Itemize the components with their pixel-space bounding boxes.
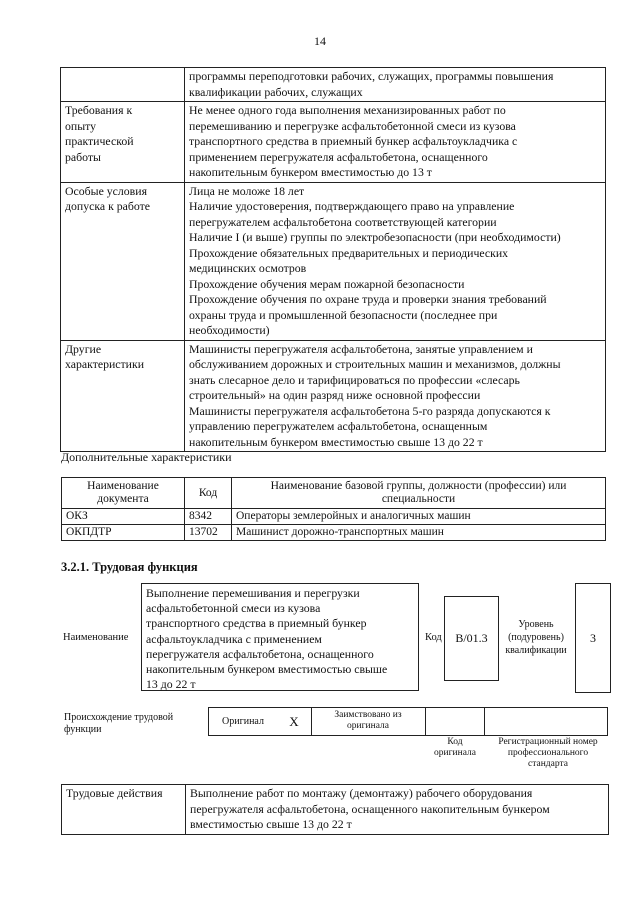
level-label	[500, 618, 572, 657]
text-line: перегружателя асфальтобетона, оснащенного накопительным бункером	[190, 801, 550, 816]
origin-label	[64, 712, 173, 736]
row-text	[185, 102, 606, 183]
label-line: характеристики	[65, 357, 145, 371]
actions-text	[186, 785, 609, 835]
header-document: Наименование документа	[62, 478, 185, 509]
text-line: Лица не моложе 18 лет	[189, 183, 305, 198]
text-line: асфальтобетонной смеси из кузова	[146, 601, 321, 616]
row-label	[61, 102, 185, 183]
row-label	[61, 340, 185, 452]
code-label: Код	[425, 632, 442, 643]
cell-document: ОКЗ	[62, 509, 185, 525]
text-line: Регистрационный номер	[498, 737, 598, 747]
additional-characteristics-title: Дополнительные характеристики	[61, 450, 232, 464]
labor-actions-table	[61, 784, 609, 835]
text-line: оригинала	[347, 721, 389, 731]
table-row	[61, 68, 606, 102]
text-line: квалификации рабочих, служащих	[189, 84, 363, 99]
text-line: 13 до 22 т	[146, 677, 196, 692]
table-row	[62, 509, 606, 525]
table-row	[61, 182, 606, 340]
text-line: перегружателем асфальтобетона соответствующей категории	[189, 214, 497, 229]
text-line: Наличие I (и выше) группы по электробезопасности (при необходимости)	[189, 230, 561, 244]
text-line: обслуживанием дорожных и строительных машин и механизмов, должны	[189, 357, 561, 371]
cell-group: Машинист дорожно-транспортных машин	[232, 525, 606, 541]
function-heading: 3.2.1. Трудовая функция	[61, 560, 198, 574]
label-line: Особые условия	[65, 183, 147, 198]
text-line: Прохождение обучения мерам пожарной безопасности	[189, 276, 465, 291]
text-line: профессионального	[507, 748, 589, 758]
text-line: Уровень	[518, 619, 554, 630]
text-line: накопительным бункером вместимостью свыше 13 до 22 т	[189, 434, 483, 449]
text-line: накопительным бункером вместимостью до 13 т	[189, 165, 432, 179]
text-line: перемешиванию и перегрузке асфальтобетонной смеси из кузова	[189, 118, 516, 133]
label-line: опыту	[65, 118, 97, 133]
function-name-box	[141, 583, 419, 691]
row-text	[185, 182, 606, 340]
text-line: охраны труда и промышленной безопасности (последнее при	[189, 307, 498, 322]
text-line: оригинала	[434, 748, 476, 758]
page-number: 14	[314, 34, 326, 48]
code-value: В/01.3	[444, 596, 499, 681]
table-row	[61, 102, 606, 183]
row-text	[185, 68, 606, 102]
text-line: Наличие удостоверения, подтверждающего право на управление	[189, 199, 515, 213]
text-line: транспортного средства в приемный бункер	[146, 616, 367, 631]
text-line: асфальтоукладчика с применением	[146, 631, 322, 646]
original-mark: X	[277, 708, 312, 735]
cell-group: Операторы землеройных и аналогичных машин	[232, 509, 606, 525]
text-line: Заимствовано из	[334, 710, 402, 720]
cell-code: 13702	[185, 525, 232, 541]
label-line: допуска к работе	[65, 199, 151, 213]
table-header-row	[62, 478, 606, 509]
text-line: Не менее одного года выполнения механизированных работ по	[189, 103, 506, 117]
row-label	[61, 68, 185, 102]
header-group: Наименование базовой группы, должности (профессии) или специальности	[232, 478, 606, 509]
requirements-table	[60, 67, 606, 452]
table-row	[61, 340, 606, 452]
text-line: Выполнение перемешивания и перегрузки	[146, 586, 360, 600]
label-line: практической	[65, 134, 134, 148]
text-line: вместимостью свыше 13 до 22 т	[190, 817, 352, 831]
text-line: перегружателя асфальтобетона, оснащенного	[146, 646, 374, 661]
text-line: Код	[447, 737, 463, 747]
text-line: управлению перегружателем асфальтобетона, оснащенным	[189, 419, 488, 433]
label-line: работы	[65, 149, 101, 164]
level-value: 3	[575, 583, 611, 693]
text-line: Выполнение работ по монтажу (демонтажу) рабочего оборудования	[190, 786, 533, 800]
text-line: Происхождение трудовой	[64, 712, 174, 723]
additional-characteristics-table	[61, 477, 606, 541]
text-line: квалификации	[505, 645, 567, 656]
origin-code-label	[422, 737, 488, 759]
row-label	[61, 182, 185, 340]
cell-code: 8342	[185, 509, 232, 525]
text-line: (подуровень)	[508, 632, 564, 643]
actions-label: Трудовые действия	[62, 785, 186, 835]
text-line: необходимости)	[189, 323, 270, 337]
cell-document: ОКПДТР	[62, 525, 185, 541]
text-line: строительный» на один разряд ниже основной профессии	[189, 388, 481, 402]
label-line: Требования к	[65, 103, 133, 117]
table-row	[62, 525, 606, 541]
text-line: Прохождение обязательных предварительных и периодических	[189, 245, 509, 260]
text-line: транспортного средства в приемный бункер асфальтоукладчика с	[189, 134, 518, 148]
label-line: Другие	[65, 341, 102, 356]
borrowed-label	[311, 710, 425, 732]
header-code: Код	[185, 478, 232, 509]
text-line: знать слесарное дело и тарифицироваться по профессии «слесарь	[189, 372, 520, 387]
text-line: программы переподготовки рабочих, служащих, программы повышения	[189, 69, 554, 83]
text-line: стандарта	[528, 759, 568, 769]
name-label: Наименование	[63, 632, 129, 643]
registration-number-label	[487, 737, 609, 770]
original-label: Оригинал	[222, 716, 264, 727]
text-line: применением перегружателя асфальтобетона, оснащенного	[189, 149, 488, 164]
text-line: медицинских осмотров	[189, 261, 307, 275]
table-row	[62, 785, 609, 835]
text-line: функции	[64, 724, 102, 735]
row-text	[185, 340, 606, 452]
text-line: Машинисты перегружателя асфальтобетона 5-го разряда допускаются к	[189, 403, 551, 418]
text-line: Машинисты перегружателя асфальтобетона, занятые управлением и	[189, 341, 533, 356]
origin-row	[208, 707, 608, 736]
text-line: Прохождение обучения по охране труда и проверки знания требований	[189, 292, 547, 306]
origin-code-cell	[425, 708, 485, 735]
text-line: накопительным бункером вместимостью свыше	[146, 662, 388, 677]
